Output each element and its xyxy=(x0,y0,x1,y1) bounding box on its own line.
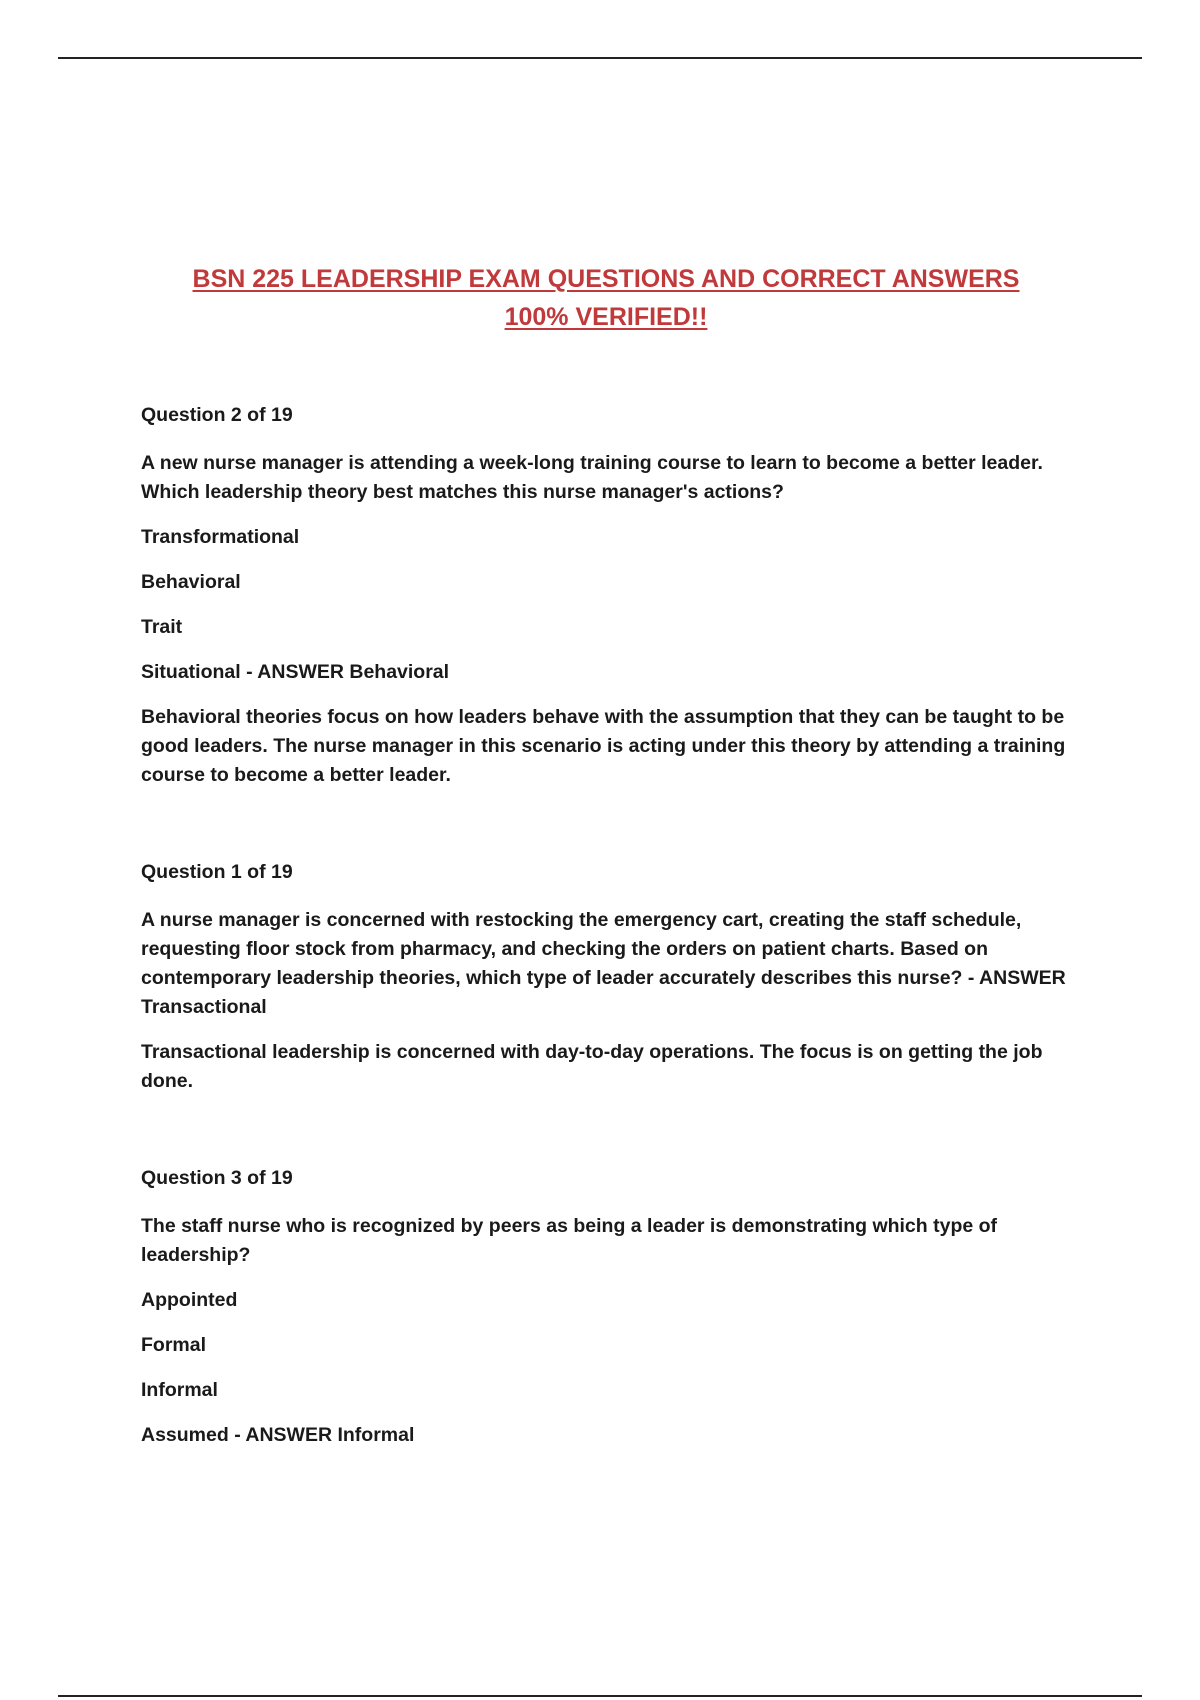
question-text: A nurse manager is concerned with restocking the emergency cart, creating the staff schedule, requesting floor stock from pharmacy, and checking the orders on patient charts. Based on contemporary leadership theories, which type of leader accurately describes this nurse? - ANSWER Transactional xyxy=(141,909,1066,1018)
title-line-1: BSN 225 LEADERSHIP EXAM QUESTIONS AND CORRECT ANSWERS xyxy=(192,265,1020,293)
question-heading: Question 1 of 19 xyxy=(141,861,293,883)
top-rule xyxy=(58,57,1142,59)
answer-option: Assumed - ANSWER Informal xyxy=(141,1424,415,1446)
document-body xyxy=(141,260,1071,1450)
question-text: A new nurse manager is attending a week-long training course to learn to become a better leader. Which leadership theory best matches this nurse manager's actions? xyxy=(141,452,1043,503)
question-block xyxy=(141,1164,1071,1450)
question-text: The staff nurse who is recognized by peers as being a leader is demonstrating which type of leadership? xyxy=(141,1215,998,1266)
question-block xyxy=(141,401,1071,790)
answer-option: Appointed xyxy=(141,1289,238,1311)
answer-option: Situational - ANSWER Behavioral xyxy=(141,661,450,683)
document-title xyxy=(141,260,1071,336)
answer-option: Formal xyxy=(141,1334,207,1356)
answer-explanation: Transactional leadership is concerned with day-to-day operations. The focus is on getting the job done. xyxy=(141,1041,1043,1092)
answer-option: Trait xyxy=(141,616,183,638)
question-block xyxy=(141,858,1071,1096)
question-heading: Question 2 of 19 xyxy=(141,404,293,426)
bottom-rule xyxy=(58,1695,1142,1697)
answer-option: Transformational xyxy=(141,526,300,548)
answer-option: Behavioral xyxy=(141,571,241,593)
question-heading: Question 3 of 19 xyxy=(141,1167,293,1189)
answer-explanation: Behavioral theories focus on how leaders behave with the assumption that they can be taught to be good leaders. The nurse manager in this scenario is acting under this theory by attending a training course to become a better leader. xyxy=(141,706,1066,786)
answer-option: Informal xyxy=(141,1379,218,1401)
title-line-2: 100% VERIFIED!! xyxy=(504,303,708,331)
